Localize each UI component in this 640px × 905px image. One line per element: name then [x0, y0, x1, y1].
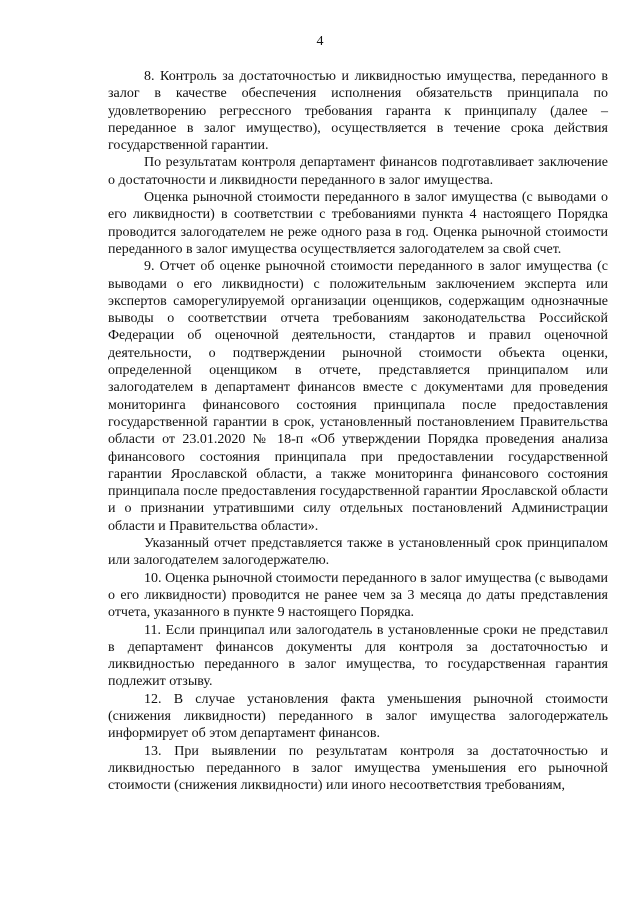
paragraph-control-results: По результатам контроля департамент финансов подготавливает заключение о достаточности и ликвидности переданного в залог имущества.: [108, 155, 608, 188]
paragraph-report-submission: Указанный отчет представляется также в установленный срок принципалом или залогодателем залогодержателю.: [108, 536, 608, 569]
paragraph-9: 9. Отчет об оценке рыночной стоимости переданного в залог имущества (с выводами о его ликвидности) с положительным заключением эксперта или экспертов саморегулируемой организации оценщиков, содержащим однозначные выводы о соответствии отчета требованиям законодательства Российской Федерации об оценочной деятельности, стандартов и правил оценочной деятельности, о подтверждении рыночной стоимости объекта оценки, определенной оценщиком в отчете, представляется принципалом или залогодателем в департамент финансов вместе с документами для проведения мониторинга финансового состояния принципала после предоставления государственной гарантии в срок, установленный постановлением Правительства области от 23.01.2020 № 18-п «Об утверждении Порядка проведения анализа финансового состояния принципала при предоставлении государственной гарантии Ярославской области, а также мониторинга финансового состояния принципала после предоставления государственной гарантии Ярославской области и о признании утратившими силу отдельных постановлений Администрации области и Правительства области».: [108, 259, 608, 534]
paragraph-12: 12. В случае установления факта уменьшения рыночной стоимости (снижения ликвидности) переданного в залог имущества залогодержатель информирует об этом департамент финансов.: [108, 691, 608, 742]
paragraph-13: 13. При выявлении по результатам контроля за достаточностью и ликвидностью переданного в залог имущества уменьшения его рыночной стоимости (снижения ликвидности) или иного несоответствия требованиям,: [108, 743, 608, 794]
paragraph-market-value-assessment: Оценка рыночной стоимости переданного в залог имущества (с выводами о его ликвидности) в соответствии с требованиями пункта 4 настоящего Порядка проводится залогодателем не реже одного раза в год. Оценка рыночной стоимости переданного в залог имущества осуществляется залогодателем за свой счет.: [108, 190, 608, 257]
document-body: [108, 68, 608, 794]
page-number: 4: [316, 34, 324, 49]
paragraph-10: 10. Оценка рыночной стоимости переданного в залог имущества (с выводами о его ликвидности) проводится не ранее чем за 3 месяца до даты представления отчета, указанного в пункте 9 настоящего Порядка.: [108, 570, 608, 621]
paragraph-8: 8. Контроль за достаточностью и ликвидностью имущества, переданного в залог в качестве обеспечения исполнения обязательств принципала по удовлетворению регрессного требования гаранта к принципалу (далее – переданное в залог имущество), осуществляется в течение срока действия государственной гарантии.: [108, 69, 608, 154]
paragraph-11: 11. Если принципал или залогодатель в установленные сроки не представил в департамент финансов документы для контроля за достаточностью и ликвидностью переданного в залог имущества, то государственная гарантия подлежит отзыву.: [108, 622, 608, 690]
